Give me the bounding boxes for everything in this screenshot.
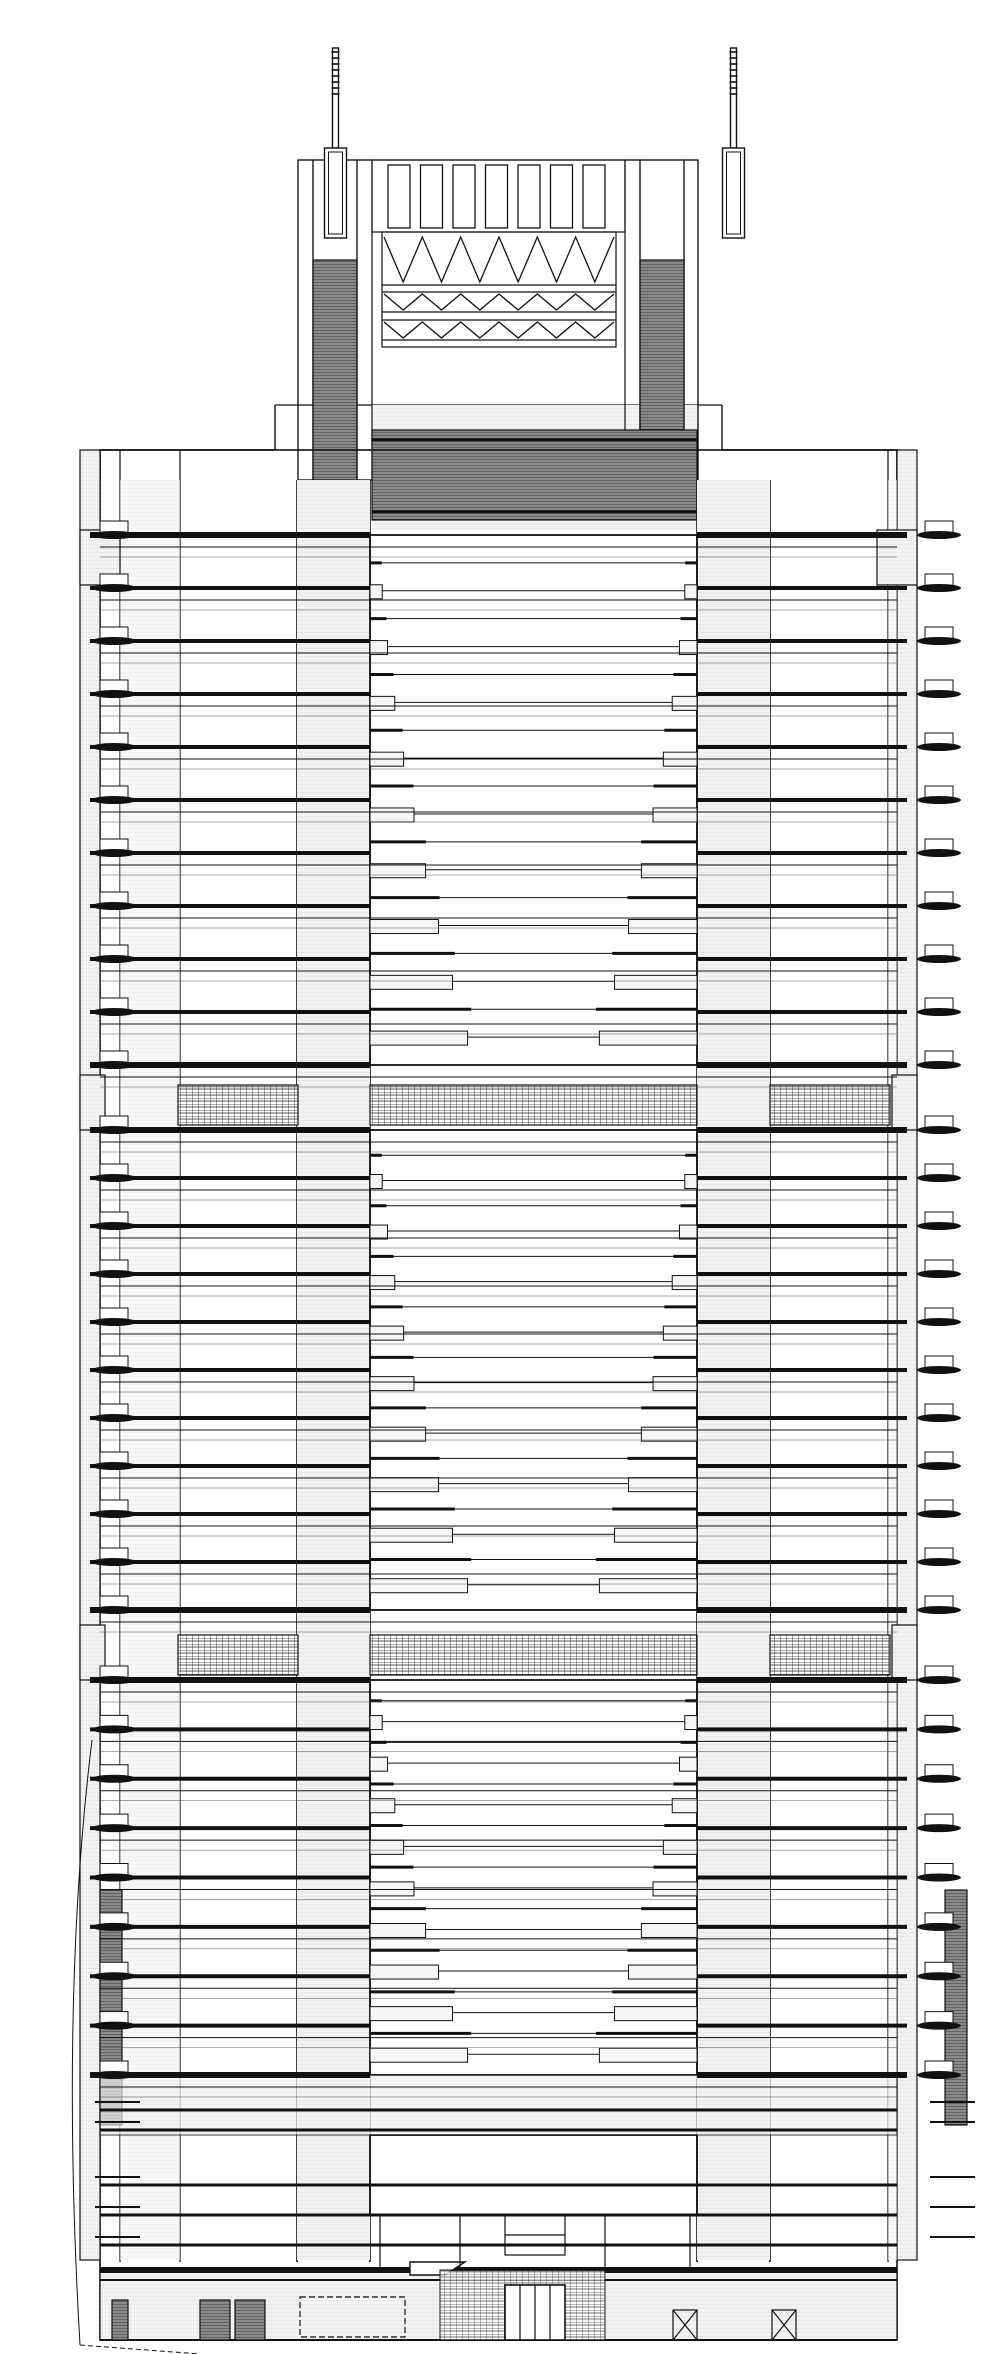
atrium-slat-right <box>599 1031 697 1045</box>
side-fin-right <box>917 637 961 645</box>
atrium-slat-right <box>672 696 697 710</box>
side-fin-right <box>917 1270 961 1278</box>
crown-louver-panel <box>486 165 508 228</box>
side-fin-left <box>92 1972 136 1980</box>
side-fin-left <box>92 1824 136 1832</box>
crown-louver-panel <box>421 165 443 228</box>
side-fin-right <box>917 1725 961 1733</box>
side-fin-right <box>917 1222 961 1230</box>
side-fin-left <box>92 1270 136 1278</box>
side-fin-right <box>917 1126 961 1134</box>
atrium-slat-left <box>370 1225 388 1239</box>
atrium-frames <box>370 535 697 2215</box>
crown-truss-zigzag <box>384 294 614 310</box>
atrium-slat-right <box>629 1478 697 1492</box>
side-fin-left <box>92 1414 136 1422</box>
atrium-slat-right <box>679 1225 697 1239</box>
side-fin-right <box>917 690 961 698</box>
atrium-slat-right <box>685 1175 697 1189</box>
atrium-slat-left <box>370 2048 468 2062</box>
atrium-slat-right <box>679 1757 697 1771</box>
atrium-slat-right <box>653 1882 697 1896</box>
side-fin-right <box>917 1366 961 1374</box>
crown-truss-zigzag <box>384 322 614 338</box>
side-fin-left <box>92 690 136 698</box>
side-fin-right <box>917 1558 961 1566</box>
side-fin-right <box>917 1008 961 1016</box>
atrium-slat-left <box>370 975 452 989</box>
crown-louver-panel <box>388 165 410 228</box>
atrium-slat-left <box>370 696 395 710</box>
atrium-slat-right <box>615 2007 697 2021</box>
atrium-slat-right <box>663 1840 697 1854</box>
side-fin-right <box>917 584 961 592</box>
crown-truss-zigzag <box>384 237 614 282</box>
side-fin-left <box>92 637 136 645</box>
atrium-slat-right <box>629 920 697 934</box>
side-fin-right <box>917 1923 961 1931</box>
side-fin-left <box>92 796 136 804</box>
crown-louver-panel <box>551 165 573 228</box>
atrium-slat-left <box>370 585 382 599</box>
tower-shaft <box>80 450 917 2340</box>
floor-bands <box>90 521 975 2245</box>
side-fin-left <box>92 2071 136 2079</box>
side-fin-right <box>917 1462 961 1470</box>
lower-side-panels <box>72 1740 967 2354</box>
side-fin-right <box>917 849 961 857</box>
atrium-slat-left <box>370 1175 382 1189</box>
side-fin-left <box>92 1606 136 1614</box>
atrium-slat-left <box>370 1377 414 1391</box>
atrium-slat-left <box>370 1579 468 1593</box>
side-fin-left <box>92 1126 136 1134</box>
spire-mast <box>333 48 339 148</box>
atrium-slat-left <box>370 1031 468 1045</box>
atrium-slat-left <box>370 1326 404 1340</box>
side-fin-right <box>917 1874 961 1882</box>
spire-1 <box>325 48 347 238</box>
side-fin-left <box>92 1775 136 1783</box>
atrium-slat-left <box>370 1427 426 1441</box>
atrium-slat-left <box>370 1478 438 1492</box>
side-fin-left <box>92 1462 136 1470</box>
crown-louver-panel <box>583 165 605 228</box>
side-fin-left <box>92 1318 136 1326</box>
mechanical-grilles <box>178 1085 890 1675</box>
side-fin-left <box>92 902 136 910</box>
side-fin-left <box>92 1558 136 1566</box>
side-fin-right <box>917 1510 961 1518</box>
side-fin-right <box>917 1606 961 1614</box>
spire-2 <box>723 48 745 238</box>
side-fin-left <box>92 1008 136 1016</box>
side-fin-left <box>92 849 136 857</box>
atrium-slat-right <box>615 975 697 989</box>
atrium-slat-right <box>641 1923 697 1937</box>
side-fin-right <box>917 531 961 539</box>
side-fin-left <box>92 2022 136 2030</box>
side-fin-right <box>917 1174 961 1182</box>
atrium-slat-left <box>370 2007 452 2021</box>
side-fin-left <box>92 1874 136 1882</box>
atrium-slat-right <box>599 1579 697 1593</box>
atrium-slat-right <box>641 1427 697 1441</box>
atrium-slat-left <box>370 864 426 878</box>
side-fin-right <box>917 1318 961 1326</box>
side-fin-left <box>92 1510 136 1518</box>
ground-floor <box>100 2215 897 2340</box>
atrium-slat-left <box>370 1923 426 1937</box>
crown-louver-panel <box>518 165 540 228</box>
atrium-slat-left <box>370 1965 438 1979</box>
spire-base <box>723 148 745 238</box>
atrium-slat-left <box>370 1840 404 1854</box>
atrium-slat-left <box>370 1528 452 1542</box>
side-fin-right <box>917 1414 961 1422</box>
side-fin-left <box>92 955 136 963</box>
side-fin-left <box>92 1174 136 1182</box>
atrium-slat-right <box>685 585 697 599</box>
side-fin-left <box>92 1222 136 1230</box>
atrium-slat-right <box>629 1965 697 1979</box>
side-fin-right <box>917 2071 961 2079</box>
side-fin-left <box>92 1366 136 1374</box>
side-fin-left <box>92 1061 136 1069</box>
side-fin-right <box>917 1972 961 1980</box>
side-fin-right <box>917 743 961 751</box>
atrium-slat-right <box>653 1377 697 1391</box>
crown-louver-panel <box>453 165 475 228</box>
atrium-slat-left <box>370 920 438 934</box>
atrium-slat-right <box>615 1528 697 1542</box>
side-fin-left <box>92 743 136 751</box>
side-fin-right <box>917 1676 961 1684</box>
atrium-slat-right <box>685 1716 697 1730</box>
side-fin-right <box>917 796 961 804</box>
atrium-slat-right <box>663 1326 697 1340</box>
side-fin-left <box>92 1923 136 1931</box>
atrium-slat-right <box>599 2048 697 2062</box>
atrium-slat-left <box>370 1276 395 1290</box>
side-fin-left <box>92 584 136 592</box>
side-fin-right <box>917 1824 961 1832</box>
side-fin-right <box>917 2022 961 2030</box>
side-fin-right <box>917 1061 961 1069</box>
atrium-slat-left <box>370 1757 388 1771</box>
spire-base <box>325 148 347 238</box>
spire-mast <box>731 48 737 148</box>
side-fin-right <box>917 1775 961 1783</box>
atrium-slat-left <box>370 1882 414 1896</box>
atrium-slat-right <box>679 641 697 655</box>
atrium-slat-right <box>672 1276 697 1290</box>
side-fin-left <box>92 531 136 539</box>
side-fin-left <box>92 1725 136 1733</box>
atrium-slat-left <box>370 808 414 822</box>
side-fin-right <box>917 955 961 963</box>
side-fin-right <box>917 902 961 910</box>
atrium-slat-left <box>370 1716 382 1730</box>
atrium-slat-left <box>370 641 388 655</box>
side-fin-left <box>92 1676 136 1684</box>
atrium-slat-right <box>641 864 697 878</box>
atrium-slat-right <box>653 808 697 822</box>
